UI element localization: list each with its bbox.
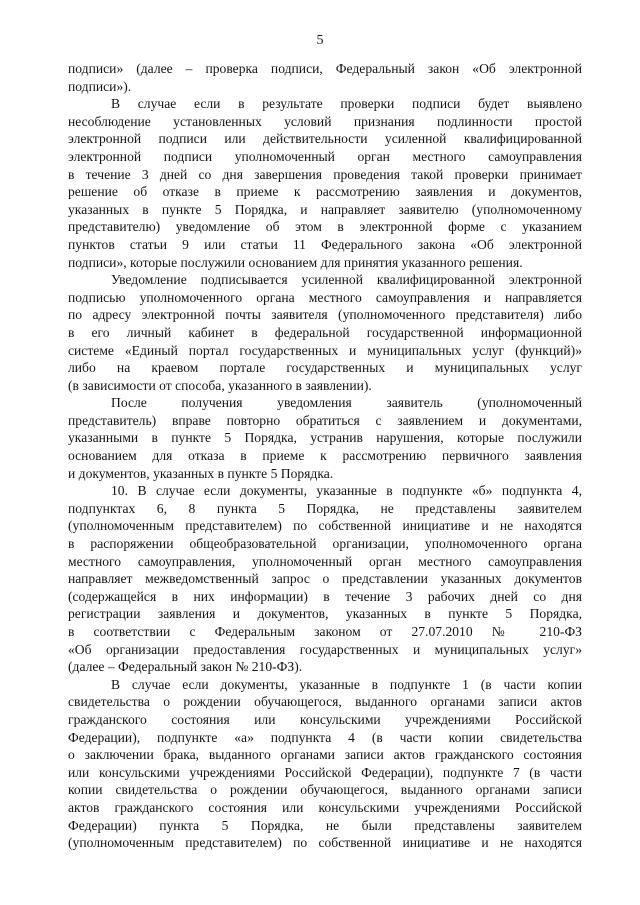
text-line: (содержащейся в них информации) в течение 3 рабочих дней со дня — [68, 588, 582, 604]
text-line: электронной подписи уполномоченный орган местного самоуправления — [68, 148, 582, 164]
text-line: актов гражданского состояния или консульскими учреждениями Российской — [68, 799, 582, 815]
text-line: о заключении брака, выданного органами записи актов гражданского состояния — [68, 747, 582, 763]
paragraph — [68, 271, 582, 394]
text-line: подписи» (далее – проверка подписи, Федеральный закон «Об электронной — [68, 61, 582, 76]
text-line: по адресу электронной почты заявителя (уполномоченного представителя) либо — [68, 307, 582, 323]
text-line: Федерации), подпункте «а» подпункта 4 (в части копии свидетельства — [68, 729, 582, 745]
paragraph — [68, 95, 582, 271]
text-line: в соответствии с Федеральным законом от 27.07.2010 № 210-ФЗ — [68, 624, 582, 639]
text-line: Уведомление подписывается усиленной квалифицированной электронной — [111, 272, 582, 288]
text-line: (в зависимости от способа, указанного в заявлении). — [68, 377, 372, 393]
text-line: регистрации заявления и документов, указанных в пункте 5 Порядка, — [68, 606, 582, 622]
text-line: направляет межведомственный запрос о представлении указанных документов — [68, 571, 582, 587]
paragraph — [68, 676, 582, 852]
paragraph — [68, 394, 582, 482]
text-line: в его личный кабинет в федеральной государственной информационной — [68, 324, 582, 340]
text-line: представителю) уведомление об этом в электронной форме с указанием — [68, 219, 582, 235]
text-line: или консульскими учреждениями Российской Федерации), подпункте 7 (в части — [68, 764, 582, 780]
text-line: подпунктах 6, 8 пункта 5 Порядка, не представлены заявителем — [68, 500, 582, 516]
text-line: подписью уполномоченного органа местного самоуправления и направляется — [68, 289, 582, 305]
text-line: 10. В случае если документы, указанные в подпункте «б» подпункта 4, — [111, 483, 582, 499]
text-line: электронной подписи или действительности усиленной квалифицированной — [68, 131, 582, 147]
text-line: представитель) вправе повторно обратиться с заявлением и документами, — [68, 412, 582, 428]
text-line: и документов, указанных в пункте 5 Порядка. — [68, 465, 334, 481]
text-line: решение об отказе в приеме к рассмотрению заявления и документов, — [68, 184, 582, 200]
text-line: подписи», которые послужили основанием для принятия указанного решения. — [68, 254, 523, 270]
text-line: (далее – Федеральный закон № 210-ФЗ). — [68, 659, 303, 675]
text-line: указанных в пункте 5 Порядка, и направляет заявителю (уполномоченному — [68, 201, 582, 217]
text-line: Федерации) пункта 5 Порядка, не были представлены заявителем — [68, 817, 582, 833]
text-line: пунктов статьи 9 или статьи 11 Федерального закона «Об электронной — [68, 236, 582, 252]
text-line: После получения уведомления заявитель (уполномоченный — [111, 395, 582, 411]
text-line: подписи»). — [68, 78, 132, 94]
text-line: в распоряжении общеобразовательной организации, уполномоченного органа — [68, 536, 582, 552]
text-line: В случае если в результате проверки подписи будет выявлено — [111, 96, 582, 112]
page-number: 5 — [316, 33, 324, 48]
text-line: несоблюдение установленных условий признания подлинности простой — [68, 113, 582, 129]
text-line: либо на краевом портале государственных и муниципальных услуг — [68, 360, 582, 376]
document-body — [68, 60, 582, 852]
text-line: (уполномоченным представителем) по собственной инициативе и не находятся — [68, 518, 582, 534]
paragraph — [68, 60, 582, 95]
text-line: указанными в пункте 5 Порядка, устранив нарушения, которые послужили — [68, 430, 582, 446]
text-line: в течение 3 дней со дня завершения проведения такой проверки принимает — [68, 166, 582, 182]
text-line: (уполномоченным представителем) по собственной инициативе и не находятся — [68, 835, 582, 851]
text-line: гражданского состояния или консульскими учреждениями Российской — [68, 711, 582, 727]
text-line: копии свидетельства о рождении обучающегося, выданного органами записи — [68, 782, 582, 798]
text-line: «Об организации предоставления государственных и муниципальных услуг» — [68, 641, 582, 657]
paragraph — [68, 482, 582, 676]
text-line: В случае если документы, указанные в подпункте 1 (в части копии — [111, 676, 582, 692]
text-line: основанием для отказа в приеме к рассмотрению первичного заявления — [68, 448, 582, 464]
text-line: свидетельства о рождении обучающегося, выданного органами записи актов — [68, 694, 582, 710]
text-line: системе «Единый портал государственных и муниципальных услуг (функций)» — [68, 342, 582, 358]
text-line: местного самоуправления, уполномоченный орган местного самоуправления — [68, 553, 582, 569]
